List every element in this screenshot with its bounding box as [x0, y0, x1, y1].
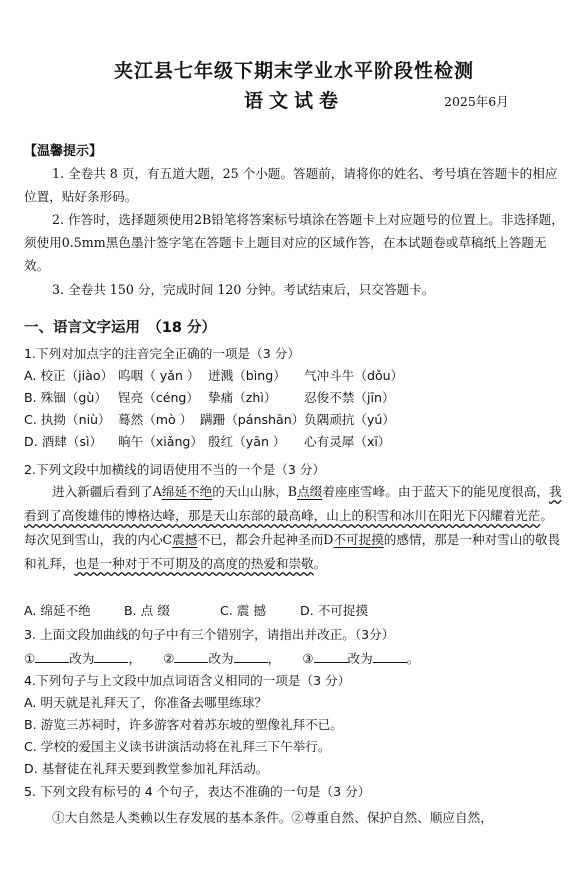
q3-change-label: 改为 — [69, 651, 95, 666]
q3-item-3-number: ③ — [302, 651, 314, 666]
q2-option-a: A. 绵延不绝 — [24, 603, 91, 618]
q2-passage — [24, 480, 564, 576]
q3-blank-3b[interactable] — [373, 650, 407, 663]
q2-underlined-d: 不可捉摸 — [333, 532, 384, 547]
tip-2 — [24, 208, 564, 277]
q3-period: 。 — [406, 651, 420, 666]
q2-option-c: C. 震 撼 — [220, 603, 266, 618]
q5-stem: 5. 下列文段有标号的 4 个句子，表达不准确的一句是（3 分） — [24, 784, 371, 799]
q4-option-b: B. 游览三苏祠时，许多游客对着苏东坡的塑像礼拜不已。 — [24, 717, 343, 732]
q2-passage-part: 。每次见到雪山，我的内心C — [24, 508, 553, 547]
q3-change-label: 改为 — [347, 651, 373, 666]
q2-underlined-a: 绵延不绝 — [161, 484, 213, 499]
q1-c-4: 负隅顽抗（yú） — [304, 412, 395, 427]
q3-comma: ， — [128, 651, 142, 666]
q2-option-d: D. 不可捉摸 — [300, 603, 369, 618]
q1-b-4: 忍俊不禁（jīn） — [304, 390, 395, 405]
tip-1-text: 1. 全卷共 8 页，有五道大题，25 个小题。答题前，请将你的姓名、考号填在答题卡的相应位置，贴好条形码。 — [24, 166, 558, 204]
q3-blank-1a[interactable] — [35, 650, 69, 663]
exam-date: 2025年6月 — [444, 94, 509, 109]
q2-passage-part: 不已，都会升起神圣而D — [197, 532, 334, 547]
q2-passage-part: 的感情，那是一种对雪山的敬畏和礼拜， — [24, 532, 561, 571]
q1-b-3: 挚痛（zhì） — [208, 390, 277, 405]
q1-a-2: 呜咽（ yǎn ） — [118, 368, 200, 383]
tip-2-text: 2. 作答时，选择题须使用2B铅笔将答案标号填涂在答题卡上对应题号的位置上。非选择题，须使用0.5mm黑色墨汁签字笔在答题卡上题目对应的区域作答，在本试题卷或草稿纸上答题无效。 — [24, 212, 564, 273]
q1-b-2: 锃亮（céng） — [118, 390, 200, 405]
q3-item-2-number: ② — [163, 651, 175, 666]
q3-answer-line — [24, 648, 419, 667]
q2-wavy-sentence-2: 也是一种对于不可期及的高度的热爱和崇敬 — [74, 556, 314, 571]
q3-blank-2a[interactable] — [174, 650, 208, 663]
q2-stem: 2.下列文段中加横线的词语使用不当的一个是（3 分） — [24, 462, 326, 477]
tip-3-text: 3. 全卷共 150 分，完成时间 120 分钟。考试结束后，只交答题卡。 — [52, 282, 435, 297]
tip-1 — [24, 162, 564, 208]
tips-heading: 【温馨提示】 — [24, 144, 103, 159]
q1-d-2: 晌午（xiǎng） — [118, 434, 204, 449]
q3-blank-1b[interactable] — [94, 650, 128, 663]
q2-option-b: B. 点 缀 — [124, 603, 170, 618]
exam-title: 夹江县七年级下期末学业水平阶段性检测 — [113, 60, 474, 82]
q4-option-c: C. 学校的爱国主义读书讲演活动将在礼拜三下午举行。 — [24, 739, 331, 754]
q1-c-3: 蹒跚（pánshān） — [200, 412, 305, 427]
q2-underlined-c: 震撼 — [172, 532, 198, 547]
q3-change-label: 改为 — [208, 651, 234, 666]
q2-passage-part: 进入新疆后看到了A — [52, 484, 162, 499]
q1-stem: 1.下列对加点字的注音完全正确的一项是（3 分） — [24, 346, 300, 361]
q1-c-1: C. 执拗（niù） — [24, 412, 111, 427]
q1-c-2: 蓦然（mò ） — [118, 412, 193, 427]
q1-b-1: B. 殊锢（gù） — [24, 390, 107, 405]
q1-d-1: D. 酒肆（sì） — [24, 434, 103, 449]
section-1-title: 一、语言文字运用 （18 分） — [24, 320, 216, 336]
q1-d-4: 心有灵犀（xī） — [304, 434, 391, 449]
q5-passage — [24, 806, 564, 829]
q3-stem: 3. 上面文段加曲线的句子中有三个错别字，请指出并改正。（3分） — [24, 627, 395, 642]
q5-passage-text: ①大自然是人类赖以生存发展的基本条件。②尊重自然、保护自然、顺应自然， — [52, 810, 493, 825]
q3-comma: ， — [267, 651, 281, 666]
q1-d-3: 殷红（yān ） — [208, 434, 286, 449]
q2-underlined-b: 点缀 — [297, 484, 323, 499]
q2-wavy-sentence-1: 我看到了高俊雄伟的博格达峰，那是天山东部的最高峰，山上的积雪和冰川在阳光下闪耀着光茫 — [24, 484, 562, 523]
q2-passage-part: 着座座雪峰。由于蓝天下的能见度很高， — [322, 484, 549, 499]
q4-option-a: A. 明天就是礼拜天了，你准备去哪里练球？ — [24, 695, 268, 710]
q1-a-4: 气冲斗牛（dǒu） — [304, 368, 404, 383]
q4-option-d: D. 基督徒在礼拜天要到教堂参加礼拜活动。 — [24, 761, 269, 776]
q1-a-1: A. 校正（jiào） — [24, 368, 114, 383]
q3-blank-2b[interactable] — [234, 650, 268, 663]
q4-stem: 4.下列句子与上文段中加点词语含义相同的一项是（3 分） — [24, 673, 351, 688]
tip-3 — [24, 278, 564, 301]
q3-blank-3a[interactable] — [314, 650, 348, 663]
q3-item-1-number: ① — [24, 651, 36, 666]
q2-passage-part: 的天山山脉，B — [212, 484, 298, 499]
q2-passage-part: 。 — [313, 556, 327, 571]
exam-subtitle: 语文试卷 — [243, 90, 344, 112]
q1-a-3: 迸溅（bìng） — [208, 368, 286, 383]
